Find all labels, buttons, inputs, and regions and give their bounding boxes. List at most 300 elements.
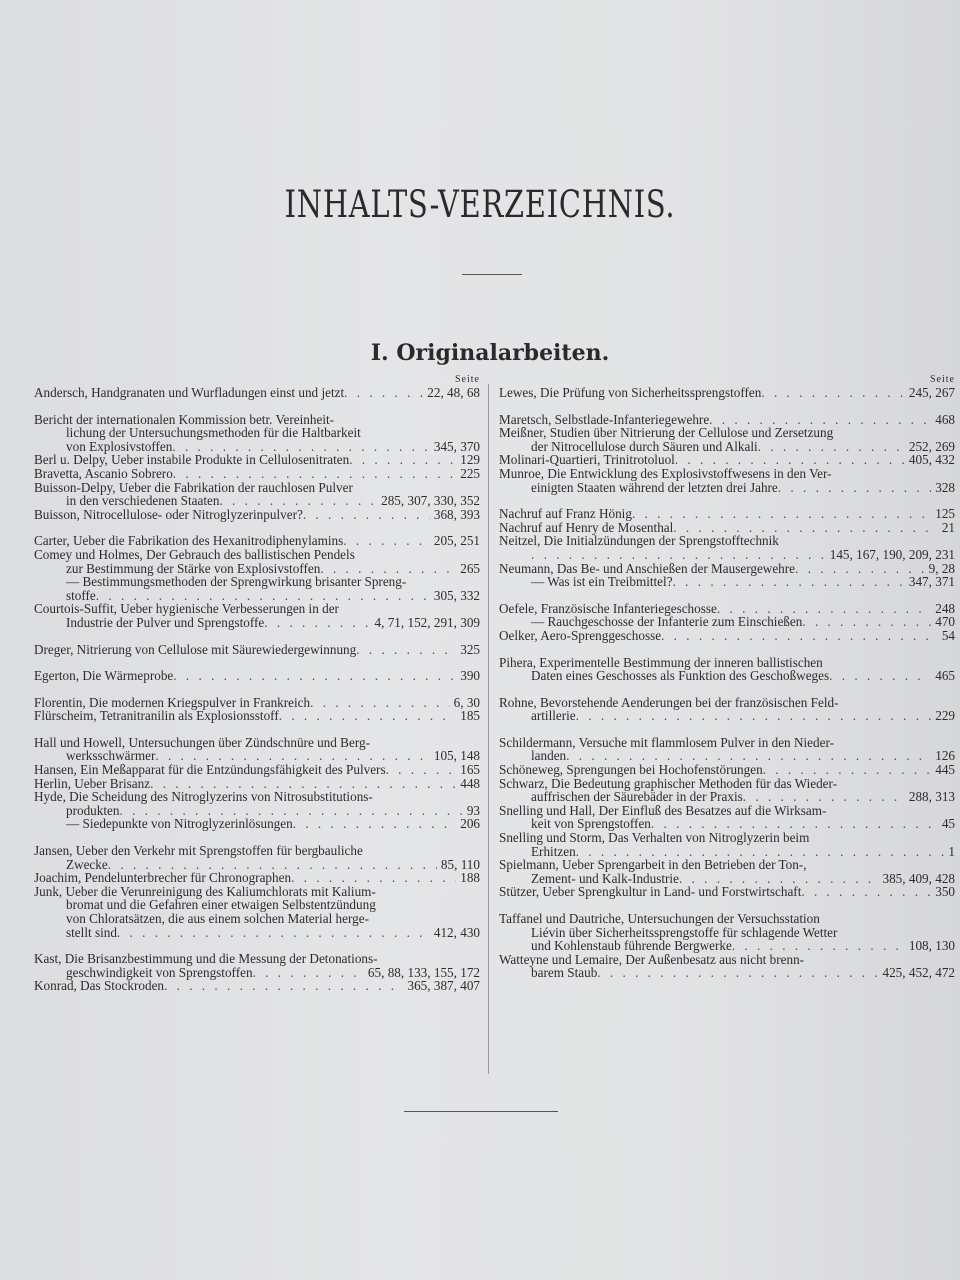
toc-entry (499, 453, 955, 467)
toc-line (499, 440, 955, 454)
page-numbers: 248 (935, 600, 955, 616)
page-numbers: 305, 332 (433, 587, 480, 603)
entry-spacer (34, 723, 480, 736)
toc-line (34, 885, 480, 899)
entry-text: Munroe, Die Entwicklung des Explosivstoffwesens in den Ver- (499, 465, 832, 481)
dot-leader (173, 669, 456, 683)
entry-text: in den verschiedenen Staaten (66, 493, 220, 509)
entry-text: Schwarz, Die Bedeutung graphischer Methoden für das Wieder- (499, 775, 838, 791)
entry-text: — Siedepunkte von Nitroglyzerinlösungen (66, 816, 293, 832)
dot-leader (320, 562, 456, 576)
entry-text: geschwindigkeit von Sprengstoffen (66, 964, 253, 980)
section-heading: I. Originalarbeiten. (370, 340, 610, 366)
dot-leader (576, 845, 945, 859)
toc-line (499, 939, 955, 953)
dot-leader (219, 494, 377, 508)
page-numbers: 93 (466, 802, 480, 818)
toc-entry (34, 508, 480, 522)
toc-entry (499, 858, 955, 885)
page-column-label: Seite (930, 374, 955, 385)
entry-text: von Chloratsätzen, die aus einem solchen Material herge- (66, 911, 369, 926)
entry-text: Hansen, Ein Meßapparat für die Entzündungsfähigkeit des Pulvers (34, 762, 386, 778)
page-numbers: 285, 307, 330, 352 (381, 493, 480, 509)
entry-spacer (34, 400, 480, 413)
toc-line (34, 534, 480, 548)
page-numbers: 6, 30 (453, 694, 480, 710)
entry-text: Neitzel, Die Initialzündungen der Sprengstofftechnik (499, 533, 779, 549)
page-numbers: 347, 371 (908, 574, 955, 590)
page-numbers: 108, 130 (908, 938, 955, 954)
entry-text: — Rauchgeschosse der Infanterie zum Einschießen (531, 614, 803, 630)
entry-spacer (34, 683, 480, 696)
page-numbers: 425, 452, 472 (882, 965, 955, 981)
dot-leader (576, 709, 932, 723)
toc-line (499, 831, 955, 845)
page-numbers: 368, 393 (433, 506, 480, 522)
toc-entry (499, 736, 955, 763)
entry-text: werksschwärmer (66, 748, 156, 764)
toc-line (499, 575, 955, 589)
toc-line (499, 615, 955, 629)
entry-text: Joachim, Pendelunterbrecher für Chronographen (34, 870, 292, 886)
entry-text: Herlin, Ueber Brisanz (34, 775, 151, 791)
toc-entry (34, 736, 480, 763)
page-numbers: 225 (460, 465, 480, 481)
entry-text: stoffe (66, 587, 96, 603)
entry-text: Pihera, Experimentelle Bestimmung der inneren ballistischen (499, 654, 823, 670)
dot-leader (763, 763, 932, 777)
page-numbers: 328 (935, 479, 955, 495)
toc-line (34, 386, 480, 400)
entry-text: Schildermann, Versuche mit flammlosem Pulver in den Nieder- (499, 734, 834, 750)
dot-leader (675, 453, 905, 467)
page-numbers: 165 (460, 762, 480, 778)
toc-line (499, 562, 955, 576)
entry-spacer (34, 630, 480, 643)
entry-spacer (499, 723, 955, 736)
entry-text: Junk, Ueber die Verunreinigung des Kaliumchlorats mit Kalium- (34, 883, 376, 899)
toc-entry (499, 521, 955, 535)
entry-text: Konrad, Das Stockroden (34, 978, 165, 994)
toc-entry (499, 629, 955, 643)
page-column-label: Seite (455, 374, 480, 385)
toc-line (34, 696, 480, 710)
entry-text: einigten Staaten während der letzten drei Jahre (531, 479, 778, 495)
toc-line (34, 858, 480, 872)
page-numbers: 205, 251 (433, 533, 480, 549)
dot-leader (119, 804, 462, 818)
entry-text: artillerie (531, 708, 576, 724)
entry-text: Zwecke (66, 856, 108, 872)
toc-entry (34, 602, 480, 629)
entry-text: Dreger, Nitrierung von Cellulose mit Säurewiedergewinnung (34, 641, 357, 657)
page-numbers: 129 (460, 452, 480, 468)
toc-column-left (34, 374, 480, 993)
dot-leader (829, 669, 931, 683)
entry-text: Liévin über Sicherheitssprengstoffe für schlagende Wetter (531, 924, 838, 940)
page-numbers: 445 (935, 762, 955, 778)
toc-entry (499, 696, 955, 723)
toc-line (499, 763, 955, 777)
toc-line (499, 709, 955, 723)
dot-leader (343, 534, 430, 548)
entry-spacer (499, 643, 955, 656)
entry-text: Rohne, Bevorstehende Aenderungen bei der französischen Feld- (499, 694, 839, 710)
entry-text: Oefele, Französische Infanteriegeschosse (499, 600, 717, 616)
dot-leader (279, 709, 456, 723)
entry-text: landen (531, 748, 567, 764)
toc-entry (499, 467, 955, 494)
toc-line (499, 656, 955, 670)
toc-line (499, 885, 955, 899)
dot-leader (717, 602, 931, 616)
entry-text: Bericht der internationalen Kommission betr. Vereinheit- (34, 411, 335, 427)
entry-text: Neumann, Das Be- und Anschießen der Mausergewehre (499, 560, 796, 576)
toc-entry (34, 481, 480, 508)
dot-leader (291, 871, 456, 885)
toc-line (499, 966, 955, 980)
entry-text: Watteyne und Lemaire, Der Außenbesatz aus nicht brenn- (499, 951, 805, 967)
entry-spacer (499, 589, 955, 602)
dot-leader (801, 885, 931, 899)
dot-leader (673, 521, 938, 535)
toc-line (34, 912, 480, 926)
toc-line (499, 696, 955, 710)
toc-line (34, 589, 480, 603)
toc-entries-left (34, 386, 480, 993)
toc-line (499, 736, 955, 750)
toc-entry (34, 763, 480, 777)
dot-leader (264, 616, 370, 630)
toc-entry (34, 885, 480, 939)
dot-leader (743, 790, 905, 804)
entry-text: zur Bestimmung der Stärke von Explosivstoffen (66, 560, 321, 576)
entry-text: Stützer, Ueber Sprengkultur in Land- und Forstwirtschaft (499, 884, 802, 900)
toc-entry (34, 386, 480, 400)
page-numbers: 21 (941, 519, 955, 535)
toc-line (499, 467, 955, 481)
entry-text: — Bestimmungsmethoden der Sprengwirkung brisanter Spreng- (66, 574, 407, 590)
page-numbers: 4, 71, 152, 291, 309 (374, 614, 480, 630)
toc-line (34, 817, 480, 831)
toc-line (34, 453, 480, 467)
page-numbers: 126 (935, 748, 955, 764)
page-numbers: 1 (948, 843, 955, 859)
dot-leader (566, 749, 931, 763)
toc-entry (499, 534, 955, 561)
entry-text: stellt sind (66, 924, 117, 940)
entry-text: Egerton, Die Wärmeprobe (34, 668, 174, 684)
toc-line (34, 669, 480, 683)
toc-column-right (499, 374, 955, 980)
toc-entry (34, 575, 480, 602)
toc-line (499, 926, 955, 940)
dot-leader (349, 453, 456, 467)
entry-text: Hyde, Die Scheidung des Nitroglyzerins von Nitrosubstitutions- (34, 789, 373, 805)
dot-leader (386, 763, 457, 777)
toc-line (34, 508, 480, 522)
toc-line (34, 844, 480, 858)
page-numbers: 468 (935, 411, 955, 427)
toc-entry (34, 453, 480, 467)
toc-entry (499, 656, 955, 683)
dot-leader (709, 413, 931, 427)
page-numbers: 22, 48, 68 (427, 385, 480, 400)
page-numbers: 350 (935, 884, 955, 900)
entry-text: Kast, Die Brisanzbestimmung und die Messung der Detonations- (34, 951, 378, 967)
entry-text: von Explosivstoffen (66, 438, 173, 454)
dot-leader (597, 966, 878, 980)
dot-leader (117, 926, 430, 940)
toc-line (499, 534, 955, 548)
column-divider (488, 384, 489, 1074)
toc-entry (34, 534, 480, 548)
entry-text: auffrischen der Säurebäder in der Praxis (531, 789, 743, 805)
toc-entry (34, 790, 480, 817)
entry-text: Meißner, Studien über Nitrierung der Cellulose und Zersetzung (499, 425, 834, 441)
page-numbers: 125 (935, 506, 955, 522)
entry-text: lichung der Untersuchungsmethoden für die Haltbarkeit (66, 425, 361, 441)
dot-leader (310, 696, 449, 710)
title-divider (462, 274, 522, 275)
dot-leader (661, 629, 938, 643)
page-numbers: 145, 167, 190, 209, 231 (829, 546, 955, 562)
toc-line (499, 777, 955, 791)
entry-text: Zement- und Kalk-Industrie (531, 870, 679, 886)
toc-line (499, 872, 955, 886)
toc-line (34, 952, 480, 966)
toc-entry (499, 575, 955, 589)
toc-entry (499, 953, 955, 980)
entry-text: Andersch, Handgranaten und Wurfladungen einst und jetzt (34, 385, 345, 400)
toc-line (34, 426, 480, 440)
dot-leader (108, 858, 437, 872)
entry-text: Flürscheim, Tetranitranilin als Explosionsstoff (34, 708, 279, 724)
dot-leader (651, 817, 938, 831)
toc-line (34, 736, 480, 750)
page-numbers: 345, 370 (433, 438, 480, 454)
toc-entry (34, 844, 480, 871)
toc-line (499, 629, 955, 643)
page-numbers: 9, 28 (928, 560, 955, 576)
toc-line (499, 413, 955, 427)
dot-leader (761, 386, 904, 400)
toc-entry (34, 871, 480, 885)
toc-line (34, 494, 480, 508)
toc-line (34, 548, 480, 562)
page-numbers: 45 (941, 816, 955, 832)
entry-text: Buisson-Delpy, Ueber die Fabrikation der rauchlosen Pulver (34, 479, 353, 495)
page-numbers: 188 (460, 870, 480, 886)
toc-line (499, 953, 955, 967)
page-numbers: 288, 313 (908, 789, 955, 805)
toc-line (499, 817, 955, 831)
dot-leader (795, 562, 925, 576)
toc-entry (499, 386, 955, 400)
entry-text: und Kohlenstaub führende Bergwerke (531, 938, 732, 954)
entry-text: Bravetta, Ascanio Sobrero (34, 465, 173, 481)
toc-line (34, 871, 480, 885)
dot-leader (155, 749, 429, 763)
dot-leader (802, 615, 931, 629)
page-numbers: 65, 88, 133, 155, 172 (367, 964, 480, 980)
dot-leader (673, 575, 905, 589)
toc-line (499, 521, 955, 535)
toc-entry (499, 562, 955, 576)
page-numbers: 390 (460, 668, 480, 684)
entry-text: Schöneweg, Sprengungen bei Hochofenstörungen (499, 762, 763, 778)
entry-text: Erhitzen (531, 843, 576, 859)
entry-text: Taffanel und Dautriche, Untersuchungen der Versuchsstation (499, 911, 820, 926)
toc-entry (34, 952, 480, 979)
dot-leader (96, 589, 430, 603)
entry-spacer (499, 400, 955, 413)
dot-leader (531, 548, 826, 562)
page-numbers: 412, 430 (433, 924, 480, 940)
page-numbers: 448 (460, 775, 480, 791)
toc-line (499, 845, 955, 859)
toc-line (499, 548, 955, 562)
toc-line (499, 481, 955, 495)
page-numbers: 206 (460, 816, 480, 832)
toc-line (34, 467, 480, 481)
toc-entry (499, 804, 955, 831)
page-numbers: 252, 269 (908, 438, 955, 454)
toc-entry (34, 643, 480, 657)
toc-entry (499, 912, 955, 953)
entry-text: Hall und Howell, Untersuchungen über Zündschnüre und Berg- (34, 734, 370, 750)
dot-leader (758, 440, 905, 454)
toc-entry (34, 709, 480, 723)
entry-text: Snelling und Storm, Das Verhalten von Nitroglyzerin beim (499, 830, 810, 846)
page-numbers: 105, 148 (433, 748, 480, 764)
toc-line (34, 602, 480, 616)
entry-text: Industrie der Pulver und Sprengstoffe (66, 614, 265, 630)
toc-line (34, 777, 480, 791)
entry-text: barem Staub (531, 965, 598, 981)
toc-line (34, 616, 480, 630)
dot-leader (293, 817, 457, 831)
toc-line (34, 575, 480, 589)
toc-line (499, 749, 955, 763)
toc-entry (34, 467, 480, 481)
toc-line (34, 413, 480, 427)
entry-text: Snelling und Hall, Der Einfluß des Besatzes auf die Wirksam- (499, 802, 827, 818)
toc-entry (499, 615, 955, 629)
toc-entry (499, 885, 955, 899)
dot-leader (303, 508, 430, 522)
toc-line (34, 562, 480, 576)
page-numbers: 405, 432 (908, 452, 955, 468)
toc-line (499, 386, 955, 400)
toc-line (499, 804, 955, 818)
toc-line (34, 709, 480, 723)
entry-text: produkten (66, 802, 120, 818)
entry-text: Buisson, Nitrocellulose- oder Nitroglyzerinpulver? (34, 506, 303, 522)
entry-text: Maretsch, Selbstlade-Infanteriegewehre (499, 411, 710, 427)
page-numbers: 229 (935, 708, 955, 724)
toc-entry (499, 413, 955, 427)
toc-line (499, 858, 955, 872)
toc-line (34, 804, 480, 818)
page-numbers: 470 (935, 614, 955, 630)
dot-leader (150, 777, 456, 791)
toc-entry (34, 777, 480, 791)
dot-leader (356, 643, 456, 657)
toc-line (34, 926, 480, 940)
entry-text: Oelker, Aero-Sprenggeschosse (499, 627, 662, 643)
toc-line (499, 669, 955, 683)
entry-text: Nachruf auf Henry de Mosenthal (499, 519, 674, 535)
page-numbers: 245, 267 (908, 385, 955, 400)
page-numbers: 85, 110 (440, 856, 480, 872)
entry-text: keit von Sprengstoffen (531, 816, 651, 832)
entry-text: Lewes, Die Prüfung von Sicherheitssprengstoffen (499, 385, 762, 400)
entry-spacer (499, 683, 955, 696)
toc-line (499, 602, 955, 616)
page-title: INHALTS-VERZEICHNIS. (284, 183, 676, 226)
dot-leader (632, 507, 931, 521)
toc-line (499, 507, 955, 521)
toc-entry (499, 777, 955, 804)
entry-text: Berl u. Delpy, Ueber instabile Produkte in Cellulosenitraten (34, 452, 350, 468)
toc-entry (34, 696, 480, 710)
entry-text: Carter, Ueber die Fabrikation des Hexanitrodiphenylamins (34, 533, 344, 549)
dot-leader (344, 386, 423, 400)
toc-entry (34, 817, 480, 831)
toc-entry (34, 669, 480, 683)
toc-line (499, 790, 955, 804)
entry-text: — Was ist ein Treibmittel? (531, 574, 673, 590)
page-numbers: 385, 409, 428 (882, 870, 955, 886)
entry-text: Florentin, Die modernen Kriegspulver in Frankreich (34, 694, 311, 710)
entry-text: Spielmann, Ueber Sprengarbeit in den Betrieben der Ton-, (499, 857, 807, 873)
toc-entry (34, 413, 480, 454)
toc-line (34, 763, 480, 777)
toc-entry (499, 426, 955, 453)
toc-line (34, 643, 480, 657)
toc-line (499, 912, 955, 926)
entry-text: Comey und Holmes, Der Gebrauch des ballistischen Pendels (34, 546, 355, 562)
toc-entry (499, 831, 955, 858)
toc-line (34, 790, 480, 804)
toc-line (34, 979, 480, 993)
toc-line (34, 966, 480, 980)
toc-entry (34, 979, 480, 993)
toc-line (34, 898, 480, 912)
page-numbers: 465 (935, 668, 955, 684)
toc-entry (499, 602, 955, 616)
page-numbers: 54 (941, 627, 955, 643)
dot-leader (732, 939, 905, 953)
entry-text: bromat und die Gefahren einer etwaigen Selbstentzündung (66, 897, 376, 913)
toc-line (34, 481, 480, 495)
entry-text: Daten eines Geschosses als Funktion des Geschoßweges (531, 668, 830, 684)
toc-line (34, 749, 480, 763)
dot-leader (173, 467, 456, 481)
page-numbers: 185 (460, 708, 480, 724)
toc-entry (499, 763, 955, 777)
dot-leader (778, 481, 931, 495)
entry-text: Courtois-Suffit, Ueber hygienische Verbesserungen in der (34, 601, 339, 617)
toc-line (499, 453, 955, 467)
entry-text: Nachruf auf Franz Hönig (499, 506, 632, 522)
dot-leader (679, 872, 879, 886)
entry-text: Jansen, Ueber den Verkehr mit Sprengstoffen für bergbauliche (34, 843, 363, 859)
dot-leader (253, 966, 364, 980)
toc-entry (34, 548, 480, 575)
entry-text: Molinari-Quartieri, Trinitrotoluol (499, 452, 675, 468)
